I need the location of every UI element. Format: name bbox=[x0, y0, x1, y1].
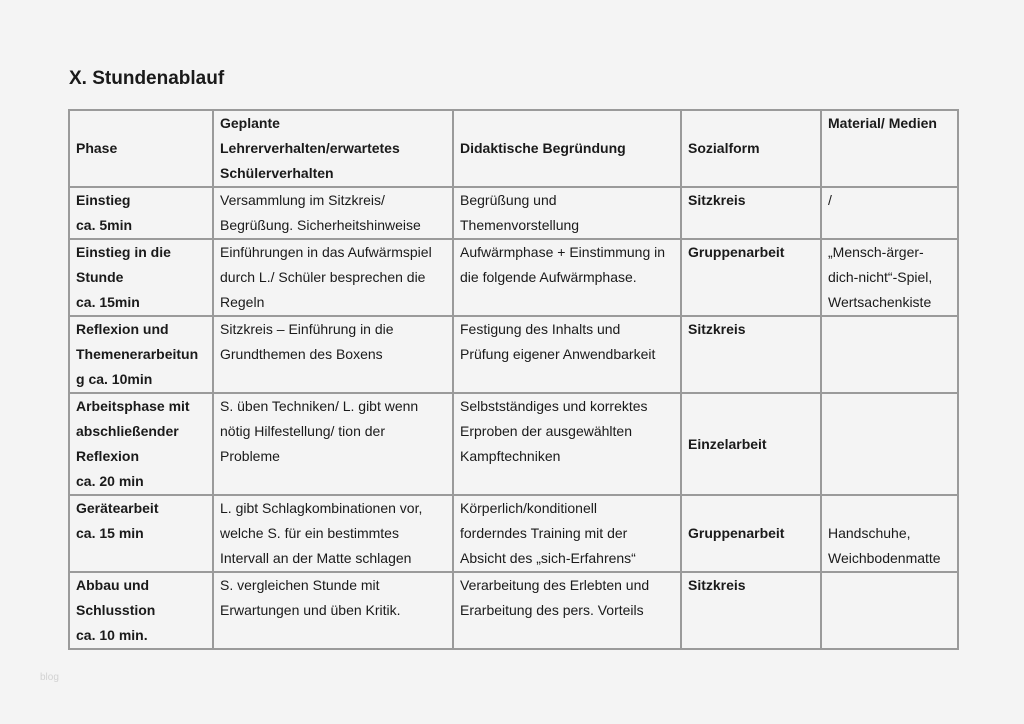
cell-phase: Einstieg ca. 5min bbox=[69, 187, 213, 239]
cell-rationale: Selbstständiges und korrektes Erproben der ausgewählten Kampftechniken bbox=[453, 393, 681, 495]
cell-material bbox=[821, 316, 958, 393]
cell-rationale: Körperlich/konditionell forderndes Training mit der Absicht des „sich-Erfahrens“ bbox=[453, 495, 681, 572]
header-phase: Phase bbox=[69, 110, 213, 187]
watermark: blog bbox=[40, 672, 59, 683]
cell-material bbox=[821, 393, 958, 495]
cell-behavior: L. gibt Schlagkombinationen vor, welche S. für ein bestimmtes Intervall an der Matte schlagen bbox=[213, 495, 453, 572]
cell-social-form: Sitzkreis bbox=[681, 187, 821, 239]
cell-phase: Arbeitsphase mit abschließender Reflexion ca. 20 min bbox=[69, 393, 213, 495]
header-material: Material/ Medien bbox=[821, 110, 958, 187]
cell-rationale: Begrüßung und Themenvorstellung bbox=[453, 187, 681, 239]
cell-behavior: Versammlung im Sitzkreis/ Begrüßung. Sicherheitshinweise bbox=[213, 187, 453, 239]
page-title: X. Stundenablauf bbox=[69, 68, 225, 89]
cell-material bbox=[821, 572, 958, 649]
cell-phase: Gerätearbeit ca. 15 min bbox=[69, 495, 213, 572]
cell-behavior: Einführungen in das Aufwärmspiel durch L./ Schüler besprechen die Regeln bbox=[213, 239, 453, 316]
cell-rationale: Festigung des Inhalts und Prüfung eigener Anwendbarkeit bbox=[453, 316, 681, 393]
cell-phase: Reflexion und Themenerarbeitun g ca. 10min bbox=[69, 316, 213, 393]
cell-behavior: Sitzkreis – Einführung in die Grundthemen des Boxens bbox=[213, 316, 453, 393]
header-social-form: Sozialform bbox=[681, 110, 821, 187]
table-row bbox=[69, 495, 958, 572]
cell-rationale: Verarbeitung des Erlebten und Erarbeitung des pers. Vorteils bbox=[453, 572, 681, 649]
cell-social-form: Einzelarbeit bbox=[681, 393, 821, 495]
lesson-plan-table bbox=[68, 109, 959, 650]
table-header-row bbox=[69, 110, 958, 187]
header-rationale: Didaktische Begründung bbox=[453, 110, 681, 187]
cell-behavior: S. üben Techniken/ L. gibt wenn nötig Hilfestellung/ tion der Probleme bbox=[213, 393, 453, 495]
cell-material: / bbox=[821, 187, 958, 239]
table-row bbox=[69, 572, 958, 649]
table-row bbox=[69, 393, 958, 495]
cell-rationale: Aufwärmphase + Einstimmung in die folgende Aufwärmphase. bbox=[453, 239, 681, 316]
cell-social-form: Sitzkreis bbox=[681, 316, 821, 393]
cell-social-form: Sitzkreis bbox=[681, 572, 821, 649]
table-row bbox=[69, 239, 958, 316]
cell-phase: Abbau und Schlusstion ca. 10 min. bbox=[69, 572, 213, 649]
table-row bbox=[69, 187, 958, 239]
header-behavior: Geplante Lehrerverhalten/erwartetes Schülerverhalten bbox=[213, 110, 453, 187]
cell-social-form: Gruppenarbeit bbox=[681, 239, 821, 316]
cell-phase: Einstieg in die Stunde ca. 15min bbox=[69, 239, 213, 316]
cell-material: Handschuhe, Weichbodenmatte bbox=[821, 495, 958, 572]
cell-material: „Mensch-ärger- dich-nicht“-Spiel, Wertsachenkiste bbox=[821, 239, 958, 316]
table-row bbox=[69, 316, 958, 393]
cell-social-form: Gruppenarbeit bbox=[681, 495, 821, 572]
cell-behavior: S. vergleichen Stunde mit Erwartungen und üben Kritik. bbox=[213, 572, 453, 649]
